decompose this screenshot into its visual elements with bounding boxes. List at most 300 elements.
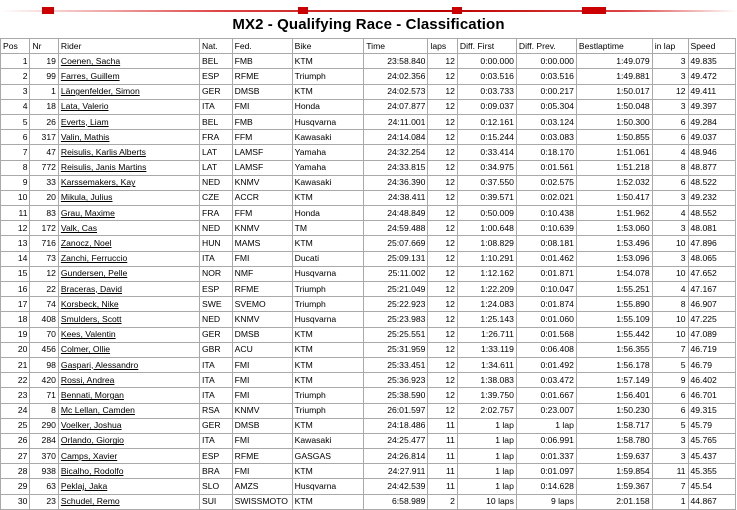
cell-bike: KTM	[292, 327, 364, 342]
cell-diff-prev: 1 lap	[516, 418, 576, 433]
cell-fed: ACCR	[232, 190, 292, 205]
cell-fed: FFM	[232, 130, 292, 145]
cell-rider[interactable]: Orlando, Giorgio	[58, 433, 199, 448]
cell-speed: 48.065	[688, 251, 736, 266]
cell-pos: 30	[1, 494, 30, 509]
cell-nat: LAT	[199, 160, 232, 175]
cell-speed: 49.284	[688, 114, 736, 129]
cell-rider[interactable]: Gundersen, Pelle	[58, 266, 199, 281]
cell-rider[interactable]: Längenfelder, Simon	[58, 84, 199, 99]
cell-pos: 12	[1, 221, 30, 236]
cell-bike: KTM	[292, 357, 364, 372]
cell-diff-prev: 0:01.462	[516, 251, 576, 266]
cell-rider[interactable]: Peklaj, Jaka	[58, 479, 199, 494]
cell-time: 25:25.551	[364, 327, 428, 342]
cell-speed: 47.167	[688, 282, 736, 297]
table-row	[1, 69, 736, 84]
cell-bestlaptime: 1:49.079	[576, 54, 652, 69]
cell-bestlaptime: 1:50.417	[576, 190, 652, 205]
cell-bike: Triumph	[292, 403, 364, 418]
cell-nr: 98	[30, 357, 58, 372]
column-header-bestlaptime: Bestlaptime	[576, 39, 652, 54]
cell-rider[interactable]: Everts, Liam	[58, 114, 199, 129]
cell-diff-first: 1:08.829	[457, 236, 516, 251]
cell-fed: AMZS	[232, 479, 292, 494]
cell-time: 24:36.390	[364, 175, 428, 190]
cell-speed: 47.225	[688, 312, 736, 327]
header-mark	[42, 7, 54, 14]
cell-nr: 408	[30, 312, 58, 327]
cell-nat: ESP	[199, 69, 232, 84]
cell-bestlaptime: 1:51.962	[576, 206, 652, 221]
cell-bestlaptime: 1:50.048	[576, 99, 652, 114]
cell-bike: KTM	[292, 54, 364, 69]
cell-rider[interactable]: Rossi, Andrea	[58, 373, 199, 388]
cell-nat: RSA	[199, 403, 232, 418]
cell-diff-prev: 9 laps	[516, 494, 576, 509]
cell-bestlaptime: 1:55.890	[576, 297, 652, 312]
cell-rider[interactable]: Coenen, Sacha	[58, 54, 199, 69]
cell-laps: 12	[428, 282, 457, 297]
cell-diff-first: 0:12.161	[457, 114, 516, 129]
cell-laps: 11	[428, 433, 457, 448]
cell-bike: GASGAS	[292, 449, 364, 464]
cell-laps: 12	[428, 342, 457, 357]
cell-laps: 12	[428, 145, 457, 160]
cell-time: 24:11.001	[364, 114, 428, 129]
cell-bike: Triumph	[292, 282, 364, 297]
cell-pos: 13	[1, 236, 30, 251]
cell-bike: Ducati	[292, 251, 364, 266]
cell-diff-prev: 0:03.472	[516, 373, 576, 388]
cell-laps: 12	[428, 54, 457, 69]
cell-fed: NMF	[232, 266, 292, 281]
column-header-nat: Nat.	[199, 39, 232, 54]
cell-nat: SLO	[199, 479, 232, 494]
cell-laps: 12	[428, 114, 457, 129]
cell-nr: 290	[30, 418, 58, 433]
cell-diff-first: 1:39.750	[457, 388, 516, 403]
cell-in-lap: 10	[652, 312, 688, 327]
cell-time: 23:58.840	[364, 54, 428, 69]
cell-nat: GBR	[199, 342, 232, 357]
cell-time: 25:22.923	[364, 297, 428, 312]
cell-nr: 83	[30, 206, 58, 221]
cell-fed: FMI	[232, 99, 292, 114]
cell-nat: BRA	[199, 464, 232, 479]
cell-rider[interactable]: Karssemakers, Kay	[58, 175, 199, 190]
cell-laps: 12	[428, 190, 457, 205]
table-row	[1, 449, 736, 464]
cell-bike: Honda	[292, 206, 364, 221]
cell-speed: 49.411	[688, 84, 736, 99]
cell-diff-first: 1:22.209	[457, 282, 516, 297]
cell-rider[interactable]: Camps, Xavier	[58, 449, 199, 464]
cell-diff-prev: 0:02.021	[516, 190, 576, 205]
cell-nr: 1	[30, 84, 58, 99]
cell-time: 24:14.084	[364, 130, 428, 145]
cell-pos: 6	[1, 130, 30, 145]
cell-bike: KTM	[292, 236, 364, 251]
table-row	[1, 145, 736, 160]
cell-diff-first: 0:03.516	[457, 69, 516, 84]
cell-nat: NED	[199, 221, 232, 236]
cell-rider[interactable]: Valk, Cas	[58, 221, 199, 236]
table-row	[1, 251, 736, 266]
cell-laps: 11	[428, 418, 457, 433]
cell-time: 24:02.356	[364, 69, 428, 84]
cell-fed: DMSB	[232, 84, 292, 99]
cell-speed: 48.522	[688, 175, 736, 190]
cell-pos: 26	[1, 433, 30, 448]
cell-rider[interactable]: Smulders, Scott	[58, 312, 199, 327]
cell-in-lap: 1	[652, 494, 688, 509]
cell-rider[interactable]: Reisulis, Karlis Alberts	[58, 145, 199, 160]
cell-rider[interactable]: Lata, Valerio	[58, 99, 199, 114]
cell-nat: ESP	[199, 282, 232, 297]
column-header-diff-prev: Diff. Prev.	[516, 39, 576, 54]
cell-nat: ESP	[199, 449, 232, 464]
cell-rider[interactable]: Braceras, David	[58, 282, 199, 297]
cell-pos: 18	[1, 312, 30, 327]
cell-rider[interactable]: Mc Lellan, Camden	[58, 403, 199, 418]
table-row	[1, 464, 736, 479]
cell-fed: KNMV	[232, 403, 292, 418]
cell-bestlaptime: 1:55.251	[576, 282, 652, 297]
cell-nr: 716	[30, 236, 58, 251]
cell-bestlaptime: 1:54.078	[576, 266, 652, 281]
cell-bike: Yamaha	[292, 145, 364, 160]
cell-in-lap: 3	[652, 433, 688, 448]
cell-laps: 12	[428, 84, 457, 99]
cell-nr: 23	[30, 494, 58, 509]
cell-diff-first: 1:25.143	[457, 312, 516, 327]
cell-pos: 11	[1, 206, 30, 221]
cell-diff-prev: 0:01.568	[516, 327, 576, 342]
cell-speed: 47.652	[688, 266, 736, 281]
cell-rider[interactable]: Colmer, Ollie	[58, 342, 199, 357]
cell-diff-prev: 0:08.181	[516, 236, 576, 251]
cell-in-lap: 10	[652, 236, 688, 251]
cell-in-lap: 12	[652, 84, 688, 99]
cell-diff-prev: 0:01.667	[516, 388, 576, 403]
cell-nat: GER	[199, 327, 232, 342]
cell-nr: 19	[30, 54, 58, 69]
cell-speed: 45.437	[688, 449, 736, 464]
cell-time: 24:18.486	[364, 418, 428, 433]
cell-bike: KTM	[292, 190, 364, 205]
cell-laps: 12	[428, 206, 457, 221]
cell-in-lap: 10	[652, 327, 688, 342]
table-row	[1, 479, 736, 494]
cell-laps: 12	[428, 69, 457, 84]
column-header-diff-first: Diff. First	[457, 39, 516, 54]
cell-speed: 46.719	[688, 342, 736, 357]
cell-diff-prev: 0:03.083	[516, 130, 576, 145]
cell-rider[interactable]: Gaspari, Alessandro	[58, 357, 199, 372]
cell-bestlaptime: 1:51.061	[576, 145, 652, 160]
cell-in-lap: 8	[652, 297, 688, 312]
cell-pos: 22	[1, 373, 30, 388]
cell-in-lap: 3	[652, 251, 688, 266]
cell-nat: NED	[199, 175, 232, 190]
cell-laps: 12	[428, 403, 457, 418]
cell-nr: 33	[30, 175, 58, 190]
cell-speed: 46.907	[688, 297, 736, 312]
cell-nr: 420	[30, 373, 58, 388]
cell-nr: 317	[30, 130, 58, 145]
cell-time: 24:33.815	[364, 160, 428, 175]
header-divider	[0, 10, 737, 12]
header-decoration	[0, 0, 737, 15]
cell-nat: GER	[199, 418, 232, 433]
table-row	[1, 206, 736, 221]
cell-pos: 21	[1, 357, 30, 372]
table-row	[1, 403, 736, 418]
cell-time: 24:25.477	[364, 433, 428, 448]
table-row	[1, 114, 736, 129]
column-header-pos: Pos	[1, 39, 30, 54]
cell-bestlaptime: 1:52.032	[576, 175, 652, 190]
cell-rider[interactable]: Farres, Guillem	[58, 69, 199, 84]
table-row	[1, 297, 736, 312]
cell-nat: BEL	[199, 114, 232, 129]
cell-pos: 14	[1, 251, 30, 266]
cell-in-lap: 11	[652, 464, 688, 479]
cell-time: 24:02.573	[364, 84, 428, 99]
cell-diff-first: 1 lap	[457, 433, 516, 448]
cell-speed: 49.835	[688, 54, 736, 69]
cell-speed: 45.54	[688, 479, 736, 494]
cell-time: 25:21.049	[364, 282, 428, 297]
cell-fed: FMI	[232, 251, 292, 266]
cell-nat: FRA	[199, 206, 232, 221]
cell-laps: 12	[428, 160, 457, 175]
cell-fed: KNMV	[232, 175, 292, 190]
cell-nr: 370	[30, 449, 58, 464]
cell-in-lap: 3	[652, 99, 688, 114]
cell-diff-first: 1 lap	[457, 449, 516, 464]
cell-laps: 2	[428, 494, 457, 509]
cell-laps: 12	[428, 373, 457, 388]
cell-nr: 63	[30, 479, 58, 494]
cell-bestlaptime: 1:53.096	[576, 251, 652, 266]
cell-time: 25:09.131	[364, 251, 428, 266]
cell-bestlaptime: 1:59.854	[576, 464, 652, 479]
cell-pos: 10	[1, 190, 30, 205]
cell-pos: 1	[1, 54, 30, 69]
cell-rider[interactable]: Korsbeck, Nike	[58, 297, 199, 312]
cell-in-lap: 8	[652, 160, 688, 175]
cell-bestlaptime: 1:57.149	[576, 373, 652, 388]
cell-time: 24:32.254	[364, 145, 428, 160]
cell-laps: 11	[428, 464, 457, 479]
cell-nr: 73	[30, 251, 58, 266]
cell-diff-prev: 0:10.047	[516, 282, 576, 297]
cell-bestlaptime: 1:58.717	[576, 418, 652, 433]
cell-nr: 47	[30, 145, 58, 160]
cell-in-lap: 3	[652, 449, 688, 464]
cell-in-lap: 6	[652, 130, 688, 145]
cell-pos: 5	[1, 114, 30, 129]
cell-diff-first: 1 lap	[457, 464, 516, 479]
cell-speed: 47.089	[688, 327, 736, 342]
cell-pos: 17	[1, 297, 30, 312]
table-row	[1, 190, 736, 205]
cell-bike: Husqvarna	[292, 266, 364, 281]
cell-nr: 22	[30, 282, 58, 297]
cell-time: 25:33.451	[364, 357, 428, 372]
table-row	[1, 160, 736, 175]
cell-bestlaptime: 1:50.855	[576, 130, 652, 145]
cell-speed: 48.946	[688, 145, 736, 160]
cell-diff-prev: 0:01.492	[516, 357, 576, 372]
cell-bestlaptime: 1:56.401	[576, 388, 652, 403]
page-title: MX2 - Qualifying Race - Classification	[232, 16, 505, 33]
cell-speed: 48.877	[688, 160, 736, 175]
column-header-rider: Rider	[58, 39, 199, 54]
cell-bestlaptime: 1:59.637	[576, 449, 652, 464]
cell-in-lap: 4	[652, 206, 688, 221]
cell-laps: 11	[428, 449, 457, 464]
cell-fed: FMI	[232, 357, 292, 372]
cell-nat: GER	[199, 84, 232, 99]
cell-time: 25:36.923	[364, 373, 428, 388]
cell-bestlaptime: 1:51.218	[576, 160, 652, 175]
cell-fed: KNMV	[232, 221, 292, 236]
cell-bestlaptime: 1:55.109	[576, 312, 652, 327]
cell-diff-first: 10 laps	[457, 494, 516, 509]
cell-in-lap: 6	[652, 114, 688, 129]
cell-diff-first: 1 lap	[457, 418, 516, 433]
cell-nat: SWE	[199, 297, 232, 312]
cell-pos: 28	[1, 464, 30, 479]
cell-speed: 48.552	[688, 206, 736, 221]
cell-fed: FFM	[232, 206, 292, 221]
cell-nr: 938	[30, 464, 58, 479]
cell-bike: Kawasaki	[292, 130, 364, 145]
cell-rider[interactable]: Valin, Mathis	[58, 130, 199, 145]
cell-nr: 74	[30, 297, 58, 312]
cell-in-lap: 7	[652, 342, 688, 357]
cell-time: 24:27.911	[364, 464, 428, 479]
cell-speed: 46.402	[688, 373, 736, 388]
cell-diff-first: 0:09.037	[457, 99, 516, 114]
cell-rider[interactable]: Voelker, Joshua	[58, 418, 199, 433]
cell-rider[interactable]: Kees, Valentin	[58, 327, 199, 342]
cell-pos: 7	[1, 145, 30, 160]
cell-fed: FMI	[232, 433, 292, 448]
cell-pos: 20	[1, 342, 30, 357]
cell-in-lap: 3	[652, 190, 688, 205]
cell-diff-prev: 0:03.124	[516, 114, 576, 129]
table-row	[1, 236, 736, 251]
cell-nr: 456	[30, 342, 58, 357]
cell-rider[interactable]: Zanchi, Ferruccio	[58, 251, 199, 266]
cell-bike: KTM	[292, 464, 364, 479]
cell-rider[interactable]: Reisulis, Janis Martins	[58, 160, 199, 175]
cell-diff-first: 0:00.000	[457, 54, 516, 69]
cell-time: 24:38.411	[364, 190, 428, 205]
cell-fed: RFME	[232, 449, 292, 464]
cell-speed: 47.896	[688, 236, 736, 251]
table-row	[1, 54, 736, 69]
cell-diff-first: 0:34.975	[457, 160, 516, 175]
cell-nat: NOR	[199, 266, 232, 281]
cell-rider[interactable]: Schudel, Remo	[58, 494, 199, 509]
table-row	[1, 357, 736, 372]
cell-diff-first: 1:26.711	[457, 327, 516, 342]
cell-time: 25:38.590	[364, 388, 428, 403]
cell-diff-first: 1:00.648	[457, 221, 516, 236]
cell-bike: KTM	[292, 418, 364, 433]
cell-time: 24:07.877	[364, 99, 428, 114]
cell-nat: LAT	[199, 145, 232, 160]
cell-laps: 12	[428, 327, 457, 342]
cell-rider[interactable]: Bicalho, Rodolfo	[58, 464, 199, 479]
cell-nr: 172	[30, 221, 58, 236]
cell-time: 25:23.983	[364, 312, 428, 327]
cell-time: 25:31.959	[364, 342, 428, 357]
cell-in-lap: 10	[652, 266, 688, 281]
header-mark	[582, 7, 606, 14]
cell-diff-prev: 0:10.438	[516, 206, 576, 221]
cell-bike: TM	[292, 221, 364, 236]
cell-rider[interactable]: Bennati, Morgan	[58, 388, 199, 403]
cell-in-lap: 6	[652, 388, 688, 403]
cell-laps: 12	[428, 175, 457, 190]
table-row	[1, 221, 736, 236]
cell-speed: 48.081	[688, 221, 736, 236]
cell-rider[interactable]: Grau, Maxime	[58, 206, 199, 221]
cell-diff-prev: 0:01.561	[516, 160, 576, 175]
cell-time: 24:48.849	[364, 206, 428, 221]
table-row	[1, 99, 736, 114]
column-header-speed: Speed	[688, 39, 736, 54]
column-header-nr: Nr	[30, 39, 58, 54]
cell-diff-prev: 0:02.575	[516, 175, 576, 190]
table-row	[1, 433, 736, 448]
cell-fed: DMSB	[232, 327, 292, 342]
cell-in-lap: 3	[652, 54, 688, 69]
cell-nat: BEL	[199, 54, 232, 69]
cell-in-lap: 3	[652, 221, 688, 236]
cell-speed: 49.232	[688, 190, 736, 205]
cell-fed: KNMV	[232, 312, 292, 327]
table-row	[1, 312, 736, 327]
cell-speed: 49.397	[688, 99, 736, 114]
cell-rider[interactable]: Zanocz, Noel	[58, 236, 199, 251]
cell-bestlaptime: 1:56.178	[576, 357, 652, 372]
cell-nr: 26	[30, 114, 58, 129]
cell-in-lap: 6	[652, 403, 688, 418]
cell-time: 24:59.488	[364, 221, 428, 236]
cell-nat: ITA	[199, 357, 232, 372]
cell-fed: SVEMO	[232, 297, 292, 312]
cell-fed: DMSB	[232, 418, 292, 433]
cell-rider[interactable]: Mikula, Julius	[58, 190, 199, 205]
cell-nr: 8	[30, 403, 58, 418]
cell-in-lap: 9	[652, 373, 688, 388]
cell-speed: 45.79	[688, 418, 736, 433]
cell-bike: Triumph	[292, 69, 364, 84]
cell-in-lap: 7	[652, 479, 688, 494]
cell-bestlaptime: 1:53.060	[576, 221, 652, 236]
cell-diff-prev: 0:23.007	[516, 403, 576, 418]
cell-diff-prev: 0:01.337	[516, 449, 576, 464]
cell-bestlaptime: 1:56.355	[576, 342, 652, 357]
cell-pos: 9	[1, 175, 30, 190]
